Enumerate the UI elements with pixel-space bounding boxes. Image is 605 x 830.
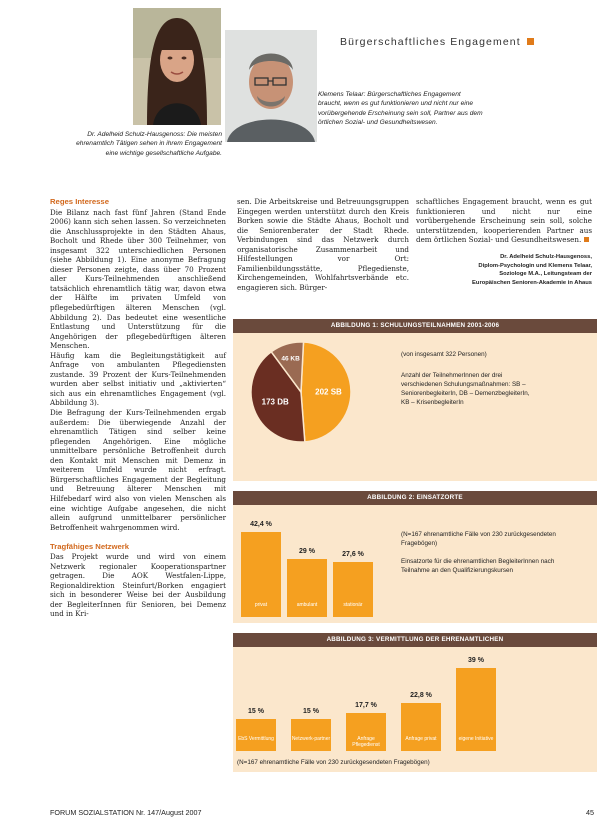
bar-value-label: 22,8 % [410, 691, 432, 699]
chart3-note: (N=167 ehrenamtliche Fälle von 230 zurückgesendeten Fragebögen) [237, 759, 430, 766]
chart2-title: ABBILDUNG 2: EINSATZORTE [233, 491, 597, 505]
caption-left: Dr. Adelheid Schulz-Hausgenoss: Die meisten ehrenamtlich Tätigen sehen in ihrem Engagement eine wichtige gesellschaftliche Aufgabe. [76, 131, 222, 157]
chart1-title: ABBILDUNG 1: SCHULUNGSTEILNAHMEN 2001-2006 [233, 319, 597, 333]
chart-bar [287, 559, 327, 617]
section-marker-icon [527, 38, 534, 45]
chart1-pie [245, 336, 357, 448]
bar-value-label: 17,7 % [355, 702, 377, 710]
paragraph: Das Projekt wurde und wird von einem Netzwerk regionaler Kooperationspartner getragen. Die AOK Westfalen-Lippe, Regionaldirektion Steinfurt/Borken engagiert sich in besonderer Weise bei der Ausbildung der BegleiterInnen für Senioren, bei Demenz und in Kri- [50, 552, 226, 619]
bar-category-label: eigene Initiative [458, 736, 494, 742]
bar-category-label: stationär [343, 602, 363, 608]
bar-value-label: 42,4 % [250, 521, 272, 529]
bar-category-label: Netzwerk-partner [291, 736, 331, 742]
end-mark-icon [584, 237, 589, 242]
chart2-note: (N=167 ehrenamtliche Fälle von 230 zurückgesendeten Fragebögen) [401, 531, 556, 547]
paragraph: Häufig kam die Begleitungstätigkeit auf Anfrage von ambulanten Pflegediensten zustande. 39 Prozent der Kurs-Teilnehmenden wurden aber selbst initiativ und „aktivierten“ sich aus ein ehrenamtliches Engagement (vgl. Abbildung 3). [50, 350, 226, 408]
footer-publication: FORUM SOZIALSTATION Nr. 147/August 2007 [50, 808, 202, 817]
chart1-legend: Anzahl der TeilnehmerInnen der drei verschiedenen Schulungsmaßnahmen: SB – SeniorenbegleiterIn, DB – DemenzbegleiterIn, KB – KrisenbegleiterIn [401, 372, 530, 406]
bar-value-label: 39 % [468, 657, 484, 665]
pie-slice-label: 173 DB [261, 397, 289, 407]
chart3-title: ABBILDUNG 3: VERMITTLUNG DER EHRENAMTLICHEN [233, 633, 597, 647]
pie-slice-label: 202 SB [315, 387, 342, 397]
bar-value-label: 29 % [299, 548, 315, 555]
paragraph: schaftliches Engagement braucht, wenn es gut funktionieren und nicht nur eine vorübergehende Erscheinung sein soll, solche unterstützenden, kooperierenden Partner aus dem örtlichen Sozial- und Gesundheitswesen. [416, 197, 592, 245]
chart2-legend: Einsatzorte für die ehrenamtlichen BegleiterInnen nach Teilnahme an den Qualifizierungskursen [401, 558, 555, 574]
paragraph: Die Befragung der Kurs-Teilnehmenden ergab außerdem: Die überwiegende Anzahl der ehrenamtlich Tätigen sind selber keine pflegenden Angehörigen. Eine mögliche unmittelbare persönliche Betroffenheit durch den Kontakt mit Menschen mit Demenz in weiterem Umfeld wurde nicht erfragt. Bürgerschaftliches Engagement der Begleitung und Betreuung älterer Menschen mit Hilfebedarf wird also von vielen Menschen als eine wichtige Aufgabe angesehen, die nicht allein aufgrund unmittelbarer persönlicher Betroffenheit wahrgenommen wird. [50, 408, 226, 532]
bar-value-label: 15 % [303, 708, 319, 716]
chart-bar [401, 703, 441, 751]
caption-right: Klemens Telaar: Bürgerschaftliches Engagement braucht, wenn es gut funktionieren und nicht nur eine vorübergehende Erscheinung sein soll, Partner aus dem örtlichen Sozial- und Gesundheitswesen. [318, 91, 483, 126]
article-column-3 [416, 197, 592, 245]
bar-value-label: 27,6 % [342, 550, 364, 558]
chart1-note: (von insgesamt 322 Personen) [401, 351, 487, 358]
paragraph: Die Bilanz nach fast fünf Jahren (Stand Ende 2006) kann sich sehen lassen. So verzeichneten die Anschlussprojekte in den Städten Ahaus, Bocholt und Rhede über 300 Teilnehmer, von insgesamt 322 unterschiedlichen Personen (siehe Abbildung 1). Eine anonyme Befragung dieser Personen zeigte, dass über 70 Prozent aller Kurs-Teilnehmenden anschließend tatsächlich ehrenamtlich tätig war, davon etwa der Hälfte im privaten Umfeld von pflegebedürftigen älteren Menschen (vgl. Abbildung 2). Das bedeutet eine wesentliche Entlastung und Unterstützung für die Angehörigen der pflegebedürftigen älteren Menschen. [50, 207, 226, 351]
article-column-1 [50, 197, 226, 619]
photo-schulz-hausgenoss [133, 8, 221, 125]
subheading-reges-interesse: Reges Interesse [50, 197, 109, 206]
bar-category-label: privat [254, 602, 268, 608]
chart-bar [333, 562, 373, 617]
paragraph: sen. Die Arbeitskreise und Betreuungsgruppen Eingegen werden unterstützt durch den Kreis Borken sowie die Städte Ahaus, Bocholt und die Seniorenberater der Stadt Rhede. Verbindungen sind das Netzwerk durch organisatorische Zusammenarbeit und Hilfestellungen vor Ort: Familienbildungsstätte, Pflegedienste, Kirchengemeinden, Wohlfahrtsverbände etc. engagieren sich. Bürger- [237, 197, 409, 292]
bar-category-label: EbS Vermittlung [238, 736, 274, 742]
photo-telaar [225, 30, 317, 142]
bar-category-label: Anfrage privat [405, 736, 437, 742]
bar-category-label: ambulant [296, 602, 318, 608]
bar-category-label: Anfrage Pflegedienst [352, 736, 380, 748]
page-number: 45 [586, 808, 594, 817]
bar-value-label: 15 % [248, 708, 264, 716]
subheading-tragfaehiges-netzwerk: Tragfähiges Netzwerk [50, 541, 130, 551]
author-block: Dr. Adelheid Schulz-Hausgenoss, Diplom-Psychologin und Klemens Telaar, Soziologe M.A., Leitungsteam der Europäischen Senioren-Akademie in Ahaus [472, 254, 592, 287]
article-column-2 [237, 197, 409, 292]
pie-slice-label: 46 KB [281, 355, 300, 363]
section-title: Bürgerschaftliches Engagement [340, 36, 602, 50]
